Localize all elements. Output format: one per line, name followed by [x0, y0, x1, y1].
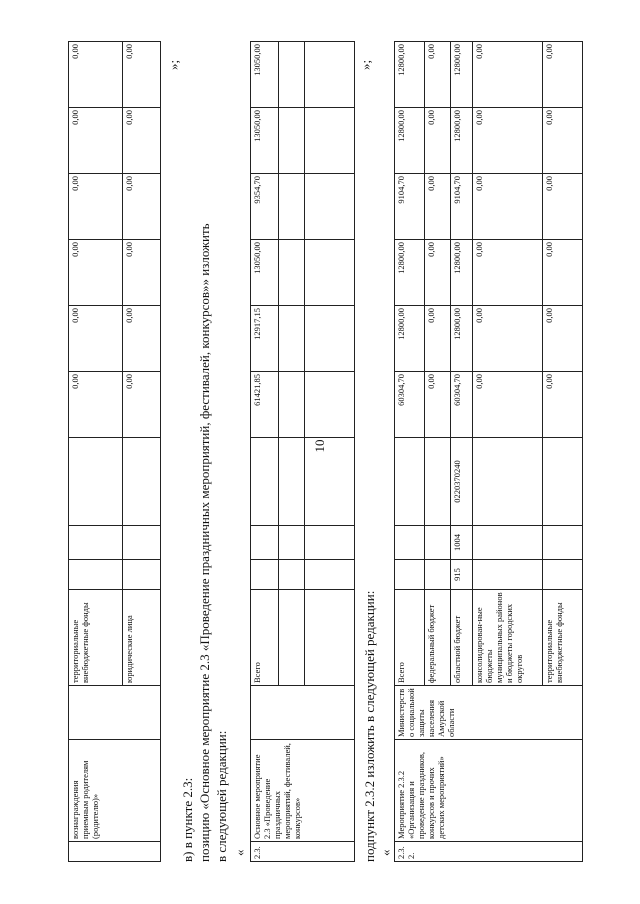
- value-cell: 0,00: [543, 42, 583, 108]
- top-table: [68, 41, 161, 862]
- value-cell: 0,00: [69, 174, 123, 240]
- source-cell: Всего: [251, 590, 279, 686]
- value-cell: 12800,00: [395, 42, 425, 108]
- row-name: Мероприятие 2.3.2 «Организация и проведение праздников, конкурсов и прочих детских мероприятий»: [395, 740, 583, 842]
- row-num: 2.3.2.: [395, 842, 583, 862]
- value-cell: 0,00: [69, 108, 123, 174]
- value-cell: 60304,70: [395, 372, 425, 438]
- rz-cell: 1004: [451, 526, 473, 560]
- value-cell: 0,00: [123, 42, 161, 108]
- value-cell: 9354,70: [251, 174, 279, 240]
- paragraph-b: в) в пункте 2.3:: [180, 777, 195, 862]
- value-cell: 0,00: [69, 306, 123, 372]
- rotated-content: [68, 42, 628, 862]
- value-cell: 0,00: [425, 42, 451, 108]
- value-cell: 0,00: [123, 306, 161, 372]
- row-num: 2.3.: [251, 842, 355, 862]
- value-cell: 0,00: [543, 306, 583, 372]
- value-cell: 12800,00: [395, 108, 425, 174]
- value-cell: 9104,70: [451, 174, 473, 240]
- value-cell: 12800,00: [451, 306, 473, 372]
- source-cell: консолидирован-ные бюджеты муниципальных районов и бюджеты городских округов: [473, 590, 543, 686]
- closing-quote: »;: [166, 59, 181, 70]
- value-cell: 12800,00: [451, 42, 473, 108]
- table-2-3-2: [394, 41, 583, 862]
- value-cell: 0,00: [69, 42, 123, 108]
- value-cell: 0,00: [425, 372, 451, 438]
- value-cell: 0,00: [123, 240, 161, 306]
- value-cell: 0,00: [543, 174, 583, 240]
- value-cell: 0,00: [425, 174, 451, 240]
- row-executor: Министерство социальной защиты населения Амурской области: [395, 686, 583, 740]
- value-cell: 0,00: [69, 372, 123, 438]
- value-cell: 12800,00: [451, 108, 473, 174]
- closing-quote: »;: [358, 59, 373, 70]
- page-number: 10: [312, 439, 327, 453]
- value-cell: 0,00: [425, 108, 451, 174]
- source-cell: областной бюджет: [451, 590, 473, 686]
- top-row-name-cell: вознаграждения приемным родителям (родителю)»: [69, 740, 161, 842]
- value-cell: 9104,70: [395, 174, 425, 240]
- value-cell: 13050,00: [251, 42, 279, 108]
- value-cell: 12800,00: [395, 306, 425, 372]
- source-cell: территориальные внебюджетные фонды: [69, 590, 123, 686]
- open-quote: «: [232, 849, 247, 856]
- csr-cell: 0220370240: [451, 438, 473, 526]
- open-quote: «: [378, 849, 393, 856]
- value-cell: 0,00: [473, 42, 543, 108]
- source-cell: Всего: [395, 590, 425, 686]
- top-row-executor-cell: [69, 686, 161, 740]
- value-cell: 61421,85: [251, 372, 279, 438]
- value-cell: 0,00: [69, 240, 123, 306]
- value-cell: 12800,00: [395, 240, 425, 306]
- value-cell: 0,00: [123, 174, 161, 240]
- value-cell: 0,00: [543, 108, 583, 174]
- value-cell: 0,00: [473, 306, 543, 372]
- paragraph-b-text: позицию «Основное мероприятие 2.3 «Проведение праздничных мероприятий, фестивалей, конкурсов»» изложить: [197, 223, 212, 862]
- top-row-num-cell: [69, 842, 161, 862]
- value-cell: 0,00: [473, 108, 543, 174]
- value-cell: 13050,00: [251, 108, 279, 174]
- source-cell: территориальные внебюджетные фонды: [543, 590, 583, 686]
- value-cell: 0,00: [123, 372, 161, 438]
- value-cell: 0,00: [543, 240, 583, 306]
- value-cell: 12800,00: [451, 240, 473, 306]
- value-cell: 0,00: [473, 240, 543, 306]
- value-cell: 0,00: [473, 174, 543, 240]
- table-2-3: [250, 41, 355, 862]
- value-cell: 13050,00: [251, 240, 279, 306]
- grbs-cell: 915: [451, 560, 473, 590]
- source-cell: юридические лица: [123, 590, 161, 686]
- value-cell: 0,00: [425, 240, 451, 306]
- paragraph-subpoint: подпункт 2.3.2 изложить в следующей редакции:: [362, 590, 377, 862]
- value-cell: 60304,70: [451, 372, 473, 438]
- paragraph-b-continued: в следующей редакции:: [214, 730, 229, 862]
- value-cell: 0,00: [123, 108, 161, 174]
- row-name: Основное мероприятие 2.3 «Проведение праздничных мероприятий, фестивалей, конкурсов»: [251, 740, 355, 842]
- value-cell: 0,00: [425, 306, 451, 372]
- source-cell: федеральный бюджет: [425, 590, 451, 686]
- value-cell: 12917,15: [251, 306, 279, 372]
- value-cell: 0,00: [543, 372, 583, 438]
- value-cell: 0,00: [473, 372, 543, 438]
